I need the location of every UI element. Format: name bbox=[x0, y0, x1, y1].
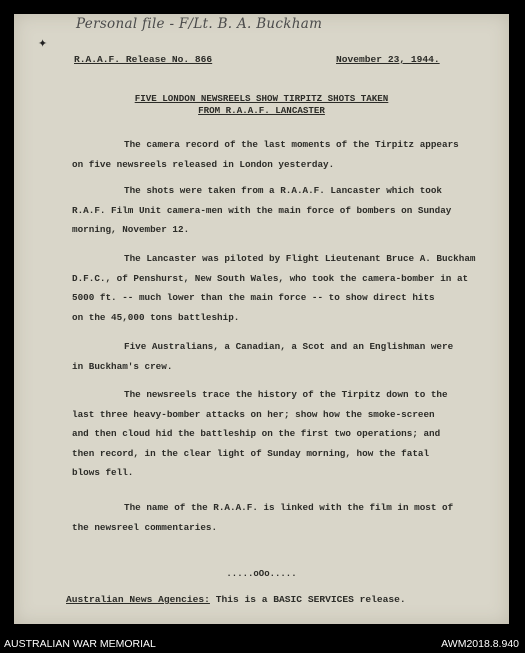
distribution-label: Australian News Agencies: bbox=[66, 594, 210, 605]
paragraph-line: then record, in the clear light of Sunday morning, how the fatal bbox=[72, 447, 430, 459]
release-date: November 23, 1944. bbox=[336, 54, 440, 65]
archive-accession-number: AWM2018.8.940 bbox=[441, 638, 519, 650]
paragraph-line: Five Australians, a Canadian, a Scot and an Englishman were bbox=[124, 341, 454, 352]
paragraph-line: 5000 ft. -- much lower than the main force -- to show direct hits bbox=[72, 292, 435, 303]
distribution-text: This is a BASIC SERVICES release. bbox=[215, 594, 406, 605]
paragraph-line: morning, November 12. bbox=[72, 224, 190, 235]
punch-hole-mark: ✦ bbox=[38, 37, 48, 50]
paragraph-line: last three heavy-bomber attacks on her; show how the smoke-screen bbox=[72, 408, 435, 420]
handwritten-note: Personal file - F/Lt. B. A. Buckham bbox=[76, 16, 323, 32]
paragraph-4 bbox=[72, 337, 496, 376]
document-page bbox=[14, 14, 509, 624]
paragraph-6 bbox=[72, 498, 496, 537]
paragraph-line: on the 45,000 tons battleship. bbox=[72, 311, 240, 323]
paragraph-line: blows fell. bbox=[72, 467, 134, 478]
paragraph-line: in Buckham's crew. bbox=[72, 360, 173, 372]
archive-credit: AUSTRALIAN WAR MEMORIAL bbox=[4, 638, 156, 650]
paragraph-3 bbox=[72, 249, 496, 327]
paragraph-line: The name of the R.A.A.F. is linked with the film in most of bbox=[124, 502, 454, 513]
paragraph-line: The shots were taken from a R.A.A.F. Lancaster which took bbox=[124, 185, 443, 196]
paragraph-line: The Lancaster was piloted by Flight Lieutenant Bruce A. Buckham bbox=[124, 253, 476, 264]
distribution-note bbox=[66, 594, 406, 605]
paragraph-line: and then cloud hid the battleship on the first two operations; and bbox=[72, 428, 441, 439]
paragraph-line: The newsreels trace the history of the Tirpitz down to the bbox=[124, 389, 448, 400]
paragraph-line: D.F.C., of Penshurst, New South Wales, who took the camera-bomber in at bbox=[72, 272, 469, 284]
paragraph-line: R.A.F. Film Unit camera-men with the main force of bombers on Sunday bbox=[72, 204, 452, 216]
paragraph-5 bbox=[72, 385, 496, 483]
headline-line-2: FROM R.A.A.F. LANCASTER bbox=[198, 105, 325, 116]
headline-line-1: FIVE LONDON NEWSREELS SHOW TIRPITZ SHOTS TAKEN bbox=[134, 93, 389, 104]
paragraph-line: on five newsreels released in London yesterday. bbox=[72, 158, 335, 170]
paragraph-2 bbox=[72, 181, 496, 240]
release-number: R.A.A.F. Release No. 866 bbox=[74, 54, 213, 65]
paragraph-line: The camera record of the last moments of the Tirpitz appears bbox=[124, 139, 459, 150]
separator-mark: .....oOo..... bbox=[226, 569, 297, 579]
paragraph-1 bbox=[72, 135, 496, 174]
paragraph-line: the newsreel commentaries. bbox=[72, 521, 218, 533]
